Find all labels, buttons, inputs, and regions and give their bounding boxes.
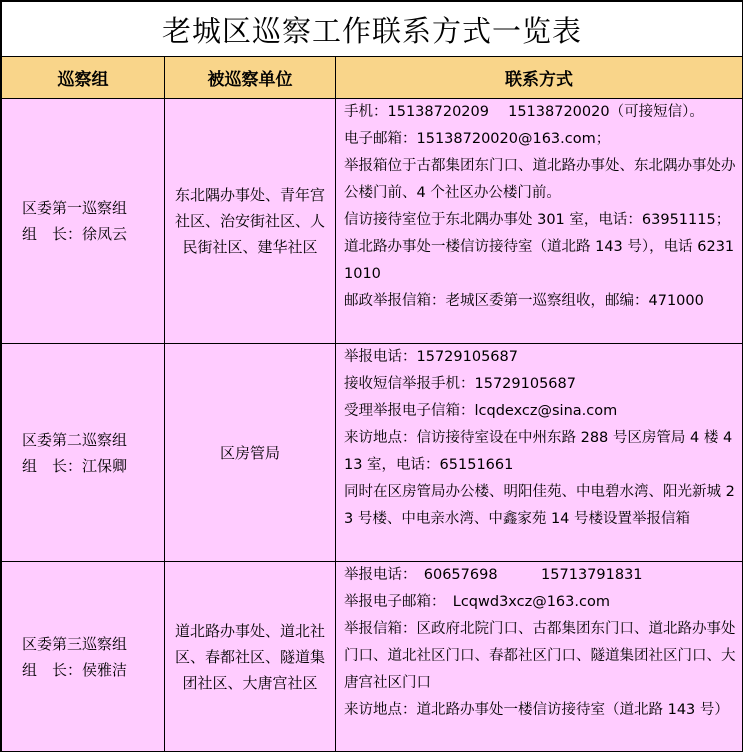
group-name: 区委第二巡察组 (22, 430, 128, 449)
table-title: 老城区巡察工作联系方式一览表 (2, 2, 743, 57)
header-unit: 被巡察单位 (165, 57, 336, 99)
contact-cell (336, 344, 743, 562)
group-cell (2, 99, 165, 344)
contact-table (1, 1, 743, 752)
group-leader: 组 长：徐凤云 (22, 225, 128, 243)
contact-line: 受理举报电子信箱：lcqdexcz@sina.com (344, 403, 618, 419)
contact-line: 举报电话：15729105687 (344, 349, 518, 365)
table-row (2, 99, 743, 344)
contact-line: 接收短信举报手机：15729105687 (344, 376, 576, 392)
contact-cell (336, 99, 743, 344)
group-cell (2, 344, 165, 562)
contact-line: 信访接待室位于东北隅办事处 301 室，电话：63951115；道北路办事处一楼信访接待室（道北路 143 号），电话 62311010 (344, 212, 735, 282)
contact-line: 举报电子邮箱： Lcqwd3xcz@163.com (344, 594, 610, 610)
contact-line: 电子邮箱：15138720020@163.com； (344, 131, 611, 147)
contact-line: 来访地点：信访接待室设在中州东路 288 号区房管局 4 楼 413 室，电话：65151661 (344, 430, 733, 473)
contact-line: 举报箱位于古都集团东门口、道北路办事处、东北隅办事处办公楼门前、4 个社区办公楼门前。 (344, 158, 736, 201)
contact-line: 举报信箱：区政府北院门口、古都集团东门口、道北路办事处门口、道北社区门口、春都社区门口、隧道集团社区门口、大唐宫社区门口 (344, 621, 736, 691)
table-row (2, 344, 743, 562)
header-group: 巡察组 (2, 57, 165, 99)
contact-line: 同时在区房管局办公楼、明阳佳苑、中电碧水湾、阳光新城 23 号楼、中电亲水湾、中鑫家苑 14 号楼设置举报信箱 (344, 484, 735, 527)
group-name: 区委第三巡察组 (22, 634, 128, 653)
contact-line: 手机：15138720209 15138720020（可接短信）。 (344, 104, 704, 120)
unit-cell: 道北路办事处、道北社区、春都社区、隧道集团社区、大唐宫社区 (165, 562, 336, 752)
unit-cell: 区房管局 (165, 344, 336, 562)
contact-line: 举报电话： 60657698 15713791831 (344, 567, 643, 583)
header-contact: 联系方式 (336, 57, 743, 99)
group-leader: 组 长：侯雅洁 (22, 660, 128, 679)
contact-cell (336, 562, 743, 752)
group-name: 区委第一巡察组 (22, 199, 128, 217)
contact-line: 来访地点：道北路办事处一楼信访接待室（道北路 143 号） (344, 702, 729, 718)
contact-line: 邮政举报信箱：老城区委第一巡察组收，邮编：471000 (344, 293, 704, 309)
table-row (2, 562, 743, 752)
group-leader: 组 长：江保卿 (22, 456, 128, 475)
unit-cell: 东北隅办事处、青年宫社区、治安街社区、人民街社区、建华社区 (165, 99, 336, 344)
group-cell (2, 562, 165, 752)
